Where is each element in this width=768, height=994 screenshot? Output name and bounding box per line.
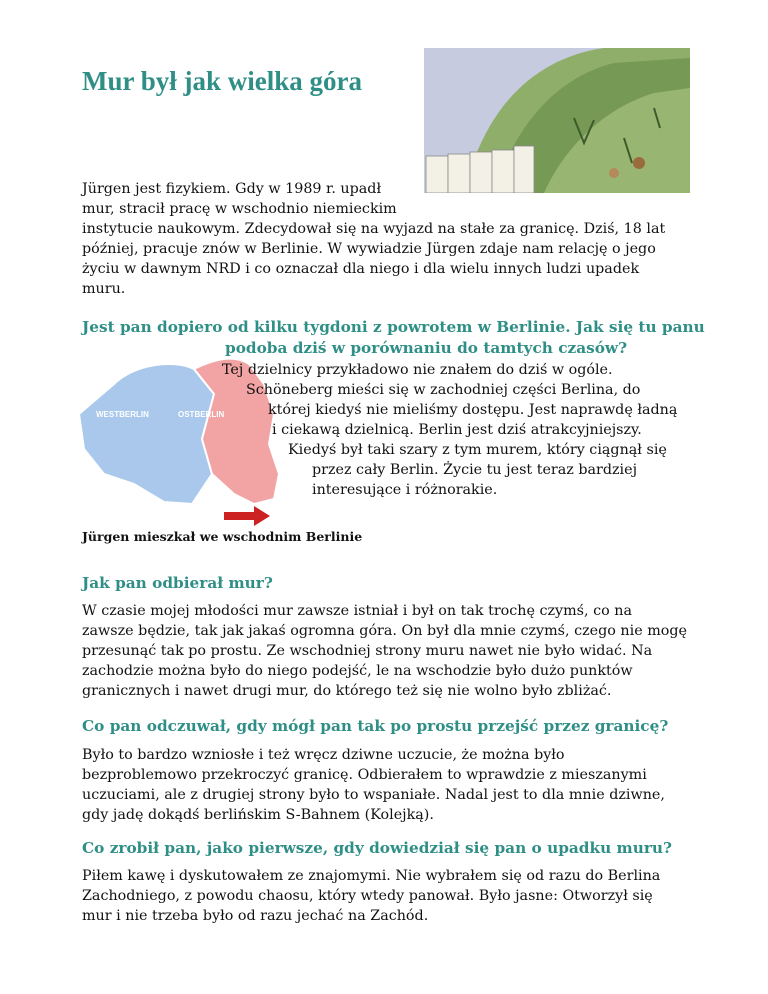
wall-hill-illustration (424, 48, 690, 193)
question-1-line: podoba dziś w porównaniu do tamtych czasów? (225, 339, 628, 357)
answer-4-line: mur i nie trzeba było od razu jechać na Zachód. (82, 908, 429, 924)
answer-1-line: i ciekawą dzielnicą. Berlin jest dziś atrakcyjniejszy. (272, 422, 642, 438)
answer-3-line: gdy jadę dokądś berlińskim S-Bahnem (Kolejką). (82, 807, 434, 823)
answer-4-line: Zachodniego, z powodu chaosu, który wtedy panował. Było jasne: Otworzył się (82, 888, 653, 904)
article-title: Mur był jak wielka góra (82, 66, 363, 96)
answer-1-line: Tej dzielnicy przykładowo nie znałem do dziś w ogóle. (222, 362, 613, 378)
question-1-line: Jest pan dopiero od kilku tygdoni z powrotem w Berlinie. Jak się tu panu (82, 318, 705, 336)
answer-1-line: Kiedyś był taki szary z tym murem, który ciągnął się (288, 442, 667, 458)
answer-2-line: granicznych i nawet drugi mur, do którego też się nie wolno było zbliżać. (82, 683, 612, 699)
answer-3-line: Było to bardzo wzniosłe i też wręcz dziwne uczucie, że można było (82, 747, 565, 763)
intro-line: muru. (82, 281, 126, 297)
answer-2-line: przesunąć tak po prostu. Ze wschodniej strony muru nawet nie było widać. Na (82, 643, 653, 659)
intro-line: instytucie naukowym. Zdecydował się na wyjazd na stałe za granicę. Dziś, 18 lat (82, 221, 666, 237)
answer-3-line: bezproblemowo przekroczyć granicę. Odbierałem to wprawdzie z mieszanymi (82, 767, 647, 783)
question-4: Co zrobił pan, jako pierwsze, gdy dowiedział się pan o upadku muru? (82, 839, 672, 857)
question-2: Jak pan odbierał mur? (82, 574, 273, 592)
answer-2-line: zachodzie można było do niego podejść, le na wschodzie było dużo punktów (82, 663, 633, 679)
answer-3-line: uczuciami, ale z drugiej strony było to wspaniałe. Nadal jest to dla mnie dziwne, (82, 787, 665, 803)
question-3: Co pan odczuwał, gdy mógł pan tak po prostu przejść przez granicę? (82, 717, 669, 735)
answer-4-line: Piłem kawę i dyskutowałem ze znajomymi. Nie wybrałem się od razu do Berlina (82, 868, 661, 884)
answer-2-line: W czasie mojej młodości mur zawsze istniał i był on tak trochę czymś, co na (82, 603, 632, 619)
west-berlin-region (79, 364, 214, 504)
answer-1-line: przez cały Berlin. Życie tu jest teraz bardziej (312, 462, 638, 478)
location-arrow (224, 506, 270, 526)
map-label-east: OSTBERLIN (178, 410, 225, 419)
answer-1-line: interesujące i różnorakie. (312, 482, 498, 498)
answer-2-line: zawsze będzie, tak jak jakaś ogromna góra. On był dla mnie czymś, czego nie mogę (82, 623, 687, 639)
intro-line: później, pracuje znów w Berlinie. W wywiadzie Jürgen zdaje nam relację o jego (82, 241, 656, 257)
answer-1-line: Schöneberg mieści się w zachodniej części Berlina, do (246, 382, 641, 398)
intro-line: mur, stracił pracę w wschodnio niemieckim (82, 201, 397, 217)
intro-line: życiu w dawnym NRD i co oznaczał dla niego i dla wielu innych ludzi upadek (82, 261, 640, 277)
intro-line: Jürgen jest fizykiem. Gdy w 1989 r. upadł (82, 181, 382, 197)
answer-1-line: której kiedyś nie mieliśmy dostępu. Jest naprawdę ładną (268, 402, 678, 418)
map-label-west: WESTBERLIN (96, 410, 149, 419)
map-caption: Jürgen mieszkał we wschodnim Berlinie (82, 529, 363, 544)
